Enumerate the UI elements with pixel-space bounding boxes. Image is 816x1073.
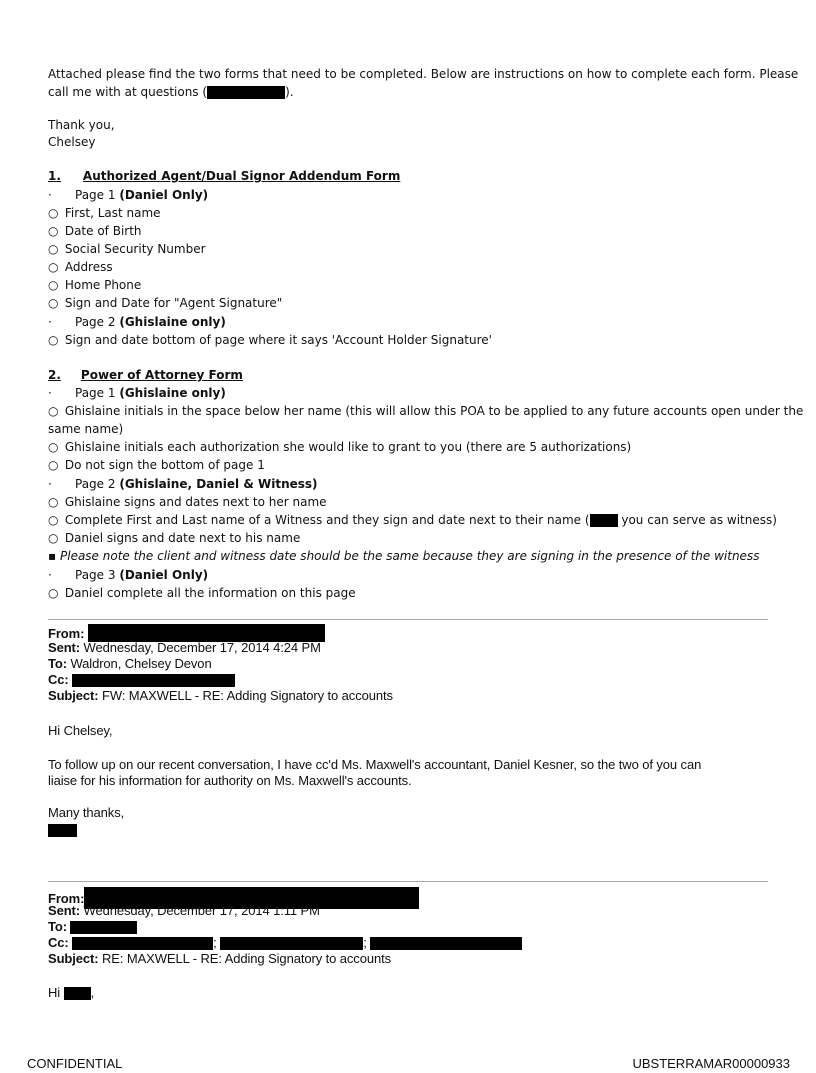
list-item: ○ First, Last name: [48, 206, 161, 220]
list-item: ○ Do not sign the bottom of page 1: [48, 458, 265, 472]
section-1-page-2: · Page 2 (Ghislaine only): [48, 315, 226, 329]
cc-row: Cc: ; ;: [48, 935, 522, 951]
circle-bullet-icon: ○: [48, 278, 59, 292]
circle-bullet-icon: ○: [48, 260, 59, 274]
circle-bullet-icon: ○: [48, 458, 59, 472]
list-item: ○ Home Phone: [48, 278, 142, 292]
circle-bullet-icon: ○: [48, 513, 59, 527]
cc-row: Cc:: [48, 672, 235, 688]
greeting: Hi ,: [48, 985, 95, 1000]
redacted-name: [590, 514, 618, 527]
section-2-page-1: · Page 1 (Ghislaine only): [48, 386, 226, 400]
greeting: Hi Chelsey,: [48, 723, 113, 738]
list-item: ○ Ghislaine initials in the space below her name (this will allow this POA to be applied to any future accounts open under the: [48, 404, 804, 418]
divider: [48, 619, 768, 620]
circle-bullet-icon: ○: [48, 224, 59, 238]
sent-row: Sent: Wednesday, December 17, 2014 1:11 PM: [48, 903, 320, 918]
redacted-cc: [220, 937, 363, 950]
circle-bullet-icon: ○: [48, 333, 59, 347]
list-item: ○ Address: [48, 260, 113, 274]
list-item: ○ Ghislaine signs and dates next to her name: [48, 495, 327, 509]
middot-icon: ·: [48, 315, 52, 329]
circle-bullet-icon: ○: [48, 440, 59, 454]
to-row: To:: [48, 919, 137, 935]
circle-bullet-icon: ○: [48, 404, 59, 418]
redacted-cc: [370, 937, 522, 950]
middot-icon: ·: [48, 188, 52, 202]
divider: [48, 881, 768, 882]
middot-icon: ·: [48, 386, 52, 400]
circle-bullet-icon: ○: [48, 206, 59, 220]
redacted-phone: [207, 86, 285, 99]
list-item: ○ Daniel complete all the information on this page: [48, 586, 356, 600]
list-item: ○ Ghislaine initials each authorization she would like to grant to you (there are 5 authorizations): [48, 440, 632, 454]
circle-bullet-icon: ○: [48, 242, 59, 256]
section-1-page-1: · Page 1 (Daniel Only): [48, 188, 209, 202]
from-row: From:: [48, 887, 419, 909]
redacted-name: [64, 987, 91, 1000]
list-item: ○ Sign and Date for "Agent Signature": [48, 296, 283, 310]
section-2-page-3: · Page 3 (Daniel Only): [48, 568, 209, 582]
redacted-signature: [48, 822, 77, 838]
thanks: Thank you,: [48, 118, 115, 132]
section-1-heading: 1. Authorized Agent/Dual Signor Addendum Form: [48, 169, 401, 183]
redacted-cc: [72, 674, 235, 687]
section-2-page-2: · Page 2 (Ghislaine, Daniel & Witness): [48, 477, 318, 491]
email-body-line-1: To follow up on our recent conversation, I have cc'd Ms. Maxwell's accountant, Daniel Kesner, so the two of you can: [48, 757, 702, 772]
square-bullet-icon: ▪: [48, 549, 57, 563]
from-row: From:: [48, 624, 325, 642]
redacted-to: [70, 921, 137, 934]
subject-row: Subject: FW: MAXWELL - RE: Adding Signatory to accounts: [48, 688, 393, 703]
closing: Many thanks,: [48, 805, 125, 820]
note: ▪ Please note the client and witness date should be the same because they are signing in the presence of the witness: [48, 549, 760, 563]
intro-line-2: call me with at questions ( ).: [48, 85, 294, 99]
list-item: ○ Sign and date bottom of page where it says 'Account Holder Signature': [48, 333, 492, 347]
bates-number: UBSTERRAMAR00000933: [632, 1056, 790, 1071]
list-item-continuation: same name): [48, 422, 124, 436]
circle-bullet-icon: ○: [48, 296, 59, 310]
list-item: ○ Complete First and Last name of a Witness and they sign and date next to their name ( you can serve as witness): [48, 513, 777, 527]
intro-line-1: Attached please find the two forms that need to be completed. Below are instructions on how to complete each form. Please: [48, 67, 799, 81]
signature: Chelsey: [48, 135, 96, 149]
list-item: ○ Social Security Number: [48, 242, 206, 256]
subject-row: Subject: RE: MAXWELL - RE: Adding Signatory to accounts: [48, 951, 391, 966]
section-2-heading: 2. Power of Attorney Form: [48, 368, 243, 382]
list-item: ○ Daniel signs and date next to his name: [48, 531, 301, 545]
redacted-cc: [72, 937, 213, 950]
middot-icon: ·: [48, 568, 52, 582]
middot-icon: ·: [48, 477, 52, 491]
to-row: To: Waldron, Chelsey Devon: [48, 656, 212, 671]
circle-bullet-icon: ○: [48, 586, 59, 600]
list-item: ○ Date of Birth: [48, 224, 142, 238]
email-body-line-2: liaise for his information for authority on Ms. Maxwell's accounts.: [48, 773, 412, 788]
sent-row: Sent: Wednesday, December 17, 2014 4:24 PM: [48, 640, 321, 655]
circle-bullet-icon: ○: [48, 495, 59, 509]
circle-bullet-icon: ○: [48, 531, 59, 545]
confidential-label: CONFIDENTIAL: [27, 1056, 123, 1071]
